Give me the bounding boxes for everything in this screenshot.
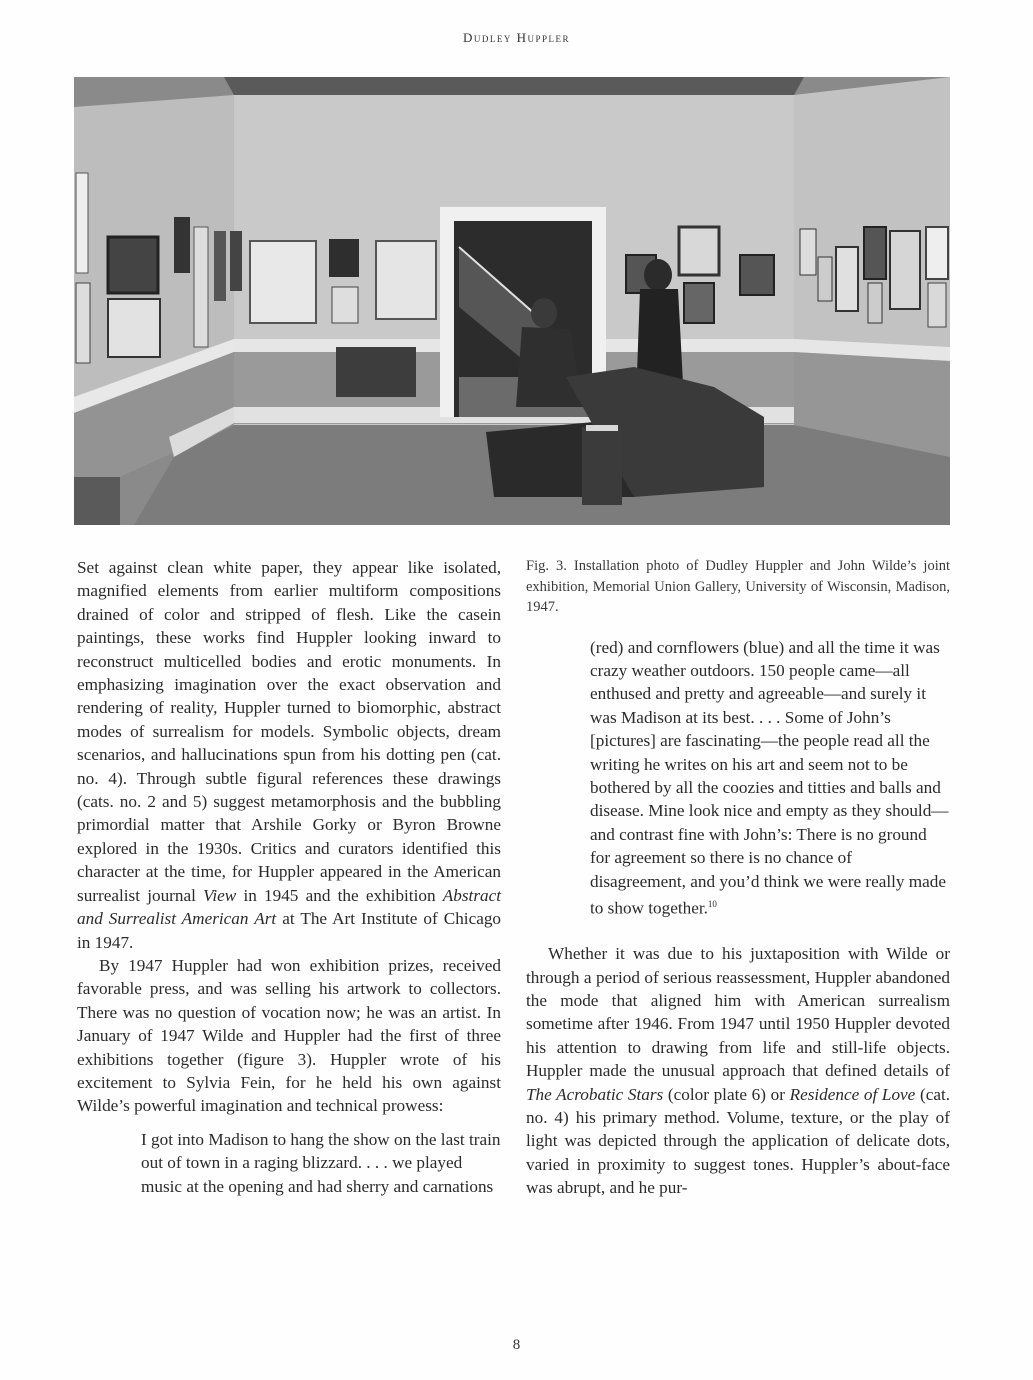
page-number: 8 — [512, 1337, 521, 1353]
footnote-ref: 10 — [707, 898, 717, 909]
running-head: Dudley Huppler — [462, 30, 571, 45]
block-quote: I got into Madison to hang the show on the last train out of town in a raging blizzard. . . . we played music at the opening and had sherry and carnations — [141, 1129, 501, 1196]
body-paragraph-3: Whether it was due to his juxtaposition with Wilde or through a period of serious reassessment, Huppler abandoned the mode that aligned him with American surrealism sometime after 1946. From 1947 until 1950 Huppler devoted his attention to drawing from life and still-life objects. Huppler made the unusual approach that defined details of The Acrobatic Stars (color plate 6) or Residence of Love (cat. no. 4) his primary method. Volume, texture, or the play of light was depicted through the application of delicate dots, varied in proximity to suggest tones. Huppler’s about-face was abrupt, and he pur- — [526, 944, 951, 1198]
body-paragraph-2: By 1947 Huppler had won exhibition prizes, received favorable press, and was selling his artwork to collectors. There was no question of vocation now; he was an artist. In January of 1947 Wilde and Huppler had the first of three exhibitions together (figure 3). Huppler wrote of his excitement to Sylvia Fein, for he held his own against Wilde’s powerful imagination and technical prowess: — [77, 955, 501, 1116]
block-quote-continued: (red) and cornflowers (blue) and all the time it was crazy weather outdoors. 150 people came—all enthused and pretty and agreeable—and surely it was Madison at its best. . . . Some of John’s [pictures] are fascinating—the people read all the writing he writes on his art and seem not to be bothered by all the coozies and titties and balls and disease. Mine look nice and empty as they should—and contrast fine with John’s: There is no ground for agreement so there is no chance of disagreement, and you’d think we were really made to show together.$^{10}$ — [590, 637, 949, 918]
body-paragraph-1: Set against clean white paper, they appear like isolated, magnified elements from earlier multiform compositions drained of color and stripped of flesh. Like the casein paintings, these works find Huppler looking inward to reconstruct multicelled bodies and erotic monuments. In emphasizing imagination over the exact observation and rendering of reality, Huppler turned to biomorphic, abstract modes of surrealism for models. Symbolic objects, dream scenarios, and hallucinations spun from his dotting pen (cat. no. 4). Through subtle figural references these drawings (cats. no. 2 and 5) suggest metamorphosis and the bubbling primordial matter that Arshile Gorky or Byron Browne explored in the 1930s. Critics and curators identified this character at the time, for Huppler appeared in the American surrealist journal View in 1945 and the exhibition Abstract and Surrealist American Art at The Art Institute of Chicago in 1947. — [77, 558, 502, 952]
right-column — [526, 556, 950, 1200]
left-column — [77, 556, 501, 1198]
figure-caption: Fig. 3. Installation photo of Dudley Huppler and John Wilde’s joint exhibition, Memorial Union Gallery, University of Wisconsin, Madison, 1947. — [526, 558, 950, 615]
installation-photo — [74, 77, 950, 525]
